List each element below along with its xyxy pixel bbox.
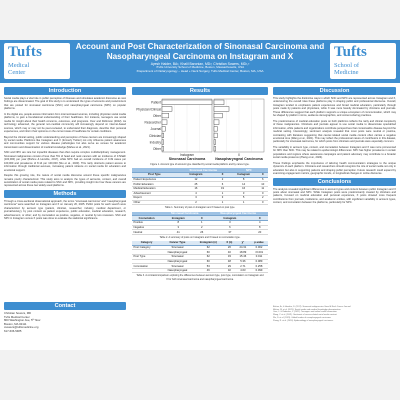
table-cell: 5 — [230, 196, 258, 201]
table-cell: Nasopharyngeal — [161, 259, 194, 264]
table-cell: <0.001 — [250, 250, 268, 255]
table-cell: 40 — [223, 250, 236, 255]
category-label: Researcher — [144, 120, 161, 125]
table-cell: 6 — [208, 225, 251, 230]
bar — [214, 120, 219, 125]
table-cell: 33 — [223, 255, 236, 260]
table-header-cell: Instagram — [177, 172, 215, 177]
introduction-heading: Introduction — [4, 87, 126, 95]
bar — [214, 133, 217, 138]
table-cell: 25 — [177, 182, 215, 187]
reference-item: Zhang, R. et al. (2024). Epidemiology of nasopharyngeal carcinoma. — [273, 319, 334, 322]
table-cell: 2 — [257, 196, 268, 201]
contact-address: 800 Washington Ave, 5ᵗʰ floor — [4, 318, 41, 323]
table-cell: 19 — [215, 186, 230, 191]
table-cell: 4 — [252, 221, 268, 226]
table-header-cell: χ² — [236, 241, 250, 245]
table-header-cell: Category — [132, 241, 161, 245]
table-cell: 1 — [215, 191, 230, 196]
table-header-cell: Instagram — [230, 172, 258, 177]
table-group-header-cell: Sinonasal Carcinoma — [161, 212, 208, 216]
logo-subtitle: Medical Center — [8, 62, 30, 76]
table-cell: Negative — [132, 225, 161, 230]
table-header-cell: p-value — [250, 241, 268, 245]
table-group-header-cell: Sinonasal Carcinoma — [177, 168, 230, 172]
contact-email: csowers@tuftsmedicine.org — [4, 325, 39, 330]
table-cell: 2 — [177, 200, 215, 205]
table-cell: 4 — [177, 191, 215, 196]
table-3 — [132, 241, 268, 273]
category-label: Physician/Clinical — [136, 107, 161, 112]
category-label: Clinician — [148, 133, 161, 138]
table-cell: Neutral — [132, 230, 161, 235]
table-cell: Post Category — [132, 245, 161, 250]
table-cell: 2 — [195, 225, 208, 230]
table-header-cell: X (n) — [223, 241, 236, 245]
table-cell: Public Education — [132, 182, 177, 187]
logo-wordmark: Tufts — [334, 44, 367, 60]
poster-title: Account and Post Characterization of Sinonasal Carcinoma and Nasopharyngeal Carcinoma on Instagram and X — [75, 42, 325, 61]
contact-city: Boston, MA 02111 — [4, 321, 27, 326]
table-cell: 0.099 — [250, 268, 268, 273]
reference-item: Bishnu, A., & Hendrie, S. (2017). Sinonasal malignancies. Head & Neck Cancer Journal. — [273, 306, 352, 308]
table-cell: Advertisement — [132, 191, 177, 196]
table-cell: 48 — [223, 259, 236, 264]
methods-heading: Methods — [4, 190, 126, 198]
reference-item: Over, L. & Robinson, J. (2022). Teenagers and online health information. — [273, 311, 338, 314]
table-header-cell: Connotation — [132, 216, 161, 221]
contact-name: Christian Sowers, MD — [4, 311, 32, 315]
category-label: Other — [153, 113, 161, 118]
paragraph: Social media plays a vital role in public perception of illnesses and stimulates academic discourse as new findings are disseminated. The goal of this study is to understand the types of accounts and posts/content that are posted for sinonasal carcinoma (SNC) and nasopharyngeal carcinoma (NPC) on popular platforms. — [4, 97, 126, 111]
table-3-caption: Table 3. A contrast/comparison exploring the differences between account type, post type, connotation on Instagram and X for both sinonasal carcinoma and nasopharyngeal carcinoma. — [136, 274, 264, 281]
table-cell: 46 — [194, 268, 223, 273]
table-group-header-cell: NPC — [230, 168, 268, 172]
table-cell: 60 — [194, 259, 223, 264]
table-cell: 8 — [161, 221, 195, 226]
contact-heading: Contact — [4, 302, 126, 310]
paragraph: SNC and NPC are rare but impactful diseases that often require complex multidisciplinary management. Sinonasal malignancies consist of less than 5% of head and neck cancers with an incidence of 0.5/lakh (100,000) per year (Bishnu & Hendrie, 2017), while NPC had an overall incidence of 0.49 cases per 100,000 and prevalence of 8.14 per 100,000 (Wu et al., 2023). This rarity obstructs patient access to information through traditional avenues, increasing patient reliance on social media for education and emotional support. — [4, 151, 126, 172]
table-cell: 16 — [230, 186, 258, 191]
group-label: Nasopharyngeal Carcinoma — [215, 157, 263, 161]
paragraph: The analysis revealed significant differences in account types and content between public Instagram and X posts about sinonasal and NPC. While Instagram posts were predominantly created by clinicians and patients, focused on medical education and personal experience, X posts showed more frequent contributions from journals, institutions, and academic entities, with significant variability in account types, content, and connotation between the platforms, particularly for NPC. — [273, 187, 396, 205]
table-cell: 3 — [161, 225, 195, 230]
table-cell: 1 — [215, 200, 230, 205]
category-label: Other — [153, 147, 161, 152]
left-column — [4, 87, 126, 223]
bar — [214, 100, 224, 105]
tufts-medical-center-logo — [4, 43, 70, 79]
table-cell: Medical Education — [132, 186, 177, 191]
paragraph: Beyond the clinical setting, public understanding and perception of these cancers are increasingly shaped by social media. Platforms like Instagram and X (formerly Twitter) not only influence patient awareness and communities support for various disease pathologies but also serve as venues for academic transmission and dissemination of medical knowledge (Maheu et al., 2021). — [4, 135, 126, 149]
table-cell: 8 — [252, 225, 268, 230]
table-cell: 0.011 — [250, 255, 268, 260]
table-row — [132, 268, 268, 273]
table-cell: 14 — [230, 182, 258, 187]
table-header-cell: Cancer Type — [161, 241, 194, 245]
bar — [162, 126, 165, 131]
introduction-text — [4, 97, 126, 188]
bar — [162, 107, 172, 112]
table-cell: 8 — [230, 177, 258, 182]
table-cell: Patient Experience — [132, 177, 177, 182]
table-cell: 26 — [223, 245, 236, 250]
table-cell: 0.258 — [250, 264, 268, 269]
table-2 — [132, 212, 268, 235]
table-1-caption: Table 1. Summary of post on Instagram and X based on post type. — [164, 206, 236, 210]
conclusions-text — [273, 188, 396, 205]
logo-wordmark: Tufts — [8, 44, 43, 60]
bar — [214, 146, 216, 151]
table-cell: 1 — [195, 221, 208, 226]
table-cell: 6 — [257, 177, 268, 182]
methods-text — [4, 200, 126, 221]
bar — [162, 113, 169, 118]
paragraph: The variability in account type, content, and connotation between Instagram and X was more pronounced for NPC than SNC. This may be related to epidemiologic differences: NPC has higher prevalence in certain populations and regions where awareness campaigns and patient advocacy may contribute to a broader social media presence (Zhang et al., 2024). — [273, 145, 396, 160]
bar — [214, 107, 229, 112]
bar — [214, 140, 216, 145]
author-list: Ayesh Haider, BA¹; Khalil Baronian, MD²; Christian Sowers, MD²,³ — [150, 62, 250, 66]
table-cell: 3 — [230, 191, 258, 196]
references — [273, 306, 396, 322]
table-cell: 6 — [215, 182, 230, 187]
account-type-chart — [132, 97, 268, 162]
contact-institution: Tufts Medical Center — [4, 314, 30, 319]
bar — [162, 133, 164, 138]
bar — [214, 126, 217, 131]
table-header-cell: X — [257, 172, 268, 177]
table-cell: 0.002 — [250, 245, 268, 250]
figure-1 — [132, 97, 268, 162]
affiliation: ²Department of Otolaryngology – Head + Neck Surgery, Tufts Medical Center, Boston, MA, USA — [136, 69, 264, 73]
table-cell: 0 — [257, 200, 268, 205]
table-1 — [132, 168, 268, 205]
table-cell: 3 — [208, 221, 251, 226]
table-cell: 41 — [161, 230, 195, 235]
table-cell: 15.46 — [236, 255, 250, 260]
poster — [0, 40, 400, 350]
category-label: Industry — [149, 140, 161, 145]
group-label: Sinonasal Carcinoma — [168, 157, 206, 161]
table-header-cell: X — [215, 172, 230, 177]
paragraph: These findings emphasize the importance of tailoring health communication strategies to the unique dynamics of each platform. Clinicians and researchers should recognize the role of social media not only in education but also in supporting patients and shaping public perception. Future research could expand by examining engagement metrics, geographic trends, or longitudinal changes in online discourse. — [273, 161, 396, 176]
table-cell: Sinonasal — [161, 245, 194, 250]
table-cell: 4.63 — [236, 268, 250, 273]
table-row — [132, 230, 268, 235]
discussion-heading: Discussion — [273, 87, 396, 95]
table-cell: Post Type — [132, 255, 161, 260]
paragraph: This study highlights the distinctive ways in which SNC and NPC are represented across Instagram and X, underscoring the overall roles these platforms play in shaping public and professional discourse. Overall, Instagram tended to emphasize patient experiences and broad medical education, particularly through posts made by patients and physicians, while X was more heavily dominated by clinicians and journals. These differences suggest that each platform supports a unique ecosystem of communication, which may be shaped by platform norms, audience demographics, and content-sharing practices. — [273, 97, 396, 118]
table-cell: 62 — [194, 245, 223, 250]
paragraph: Despite this growing role, the nature of social media discourse around these specific malignancies remains poorly characterized. This study aims to analyze the types of accounts, content, and overall sensitization of social media posts related to SNC and NPC, providing insight into how these cancers are represented across these two widely used platforms. — [4, 174, 126, 188]
table-cell: 37 — [208, 230, 251, 235]
table-cell: 32 — [223, 268, 236, 273]
table-cell: 3 — [177, 196, 215, 201]
bar — [162, 100, 212, 105]
table-cell: 60 — [194, 250, 223, 255]
table-cell: 2.71 — [236, 264, 250, 269]
paragraph: Through a cross-sectional observational approach, the terms "sinonasal carcinoma" and "nasopharyngeal carcinoma" were searched on Instagram and X on January 20, 2025. Public posts for each search were characterized by account type (patient, clinician, researcher, industry, medical department, or journal/society), by post content as patient experience, public education, medical education, research, advertisement, or other; and by connotation as positive, negative, or neutral by two reviewers. SNC and NPC in Instagram versus X posts was done to evaluate the statistical significance. — [4, 199, 126, 221]
category-label: Patient — [151, 100, 161, 105]
table-cell: 11 — [257, 186, 268, 191]
right-column — [273, 87, 396, 207]
middle-column — [132, 87, 268, 283]
table-cell: 24.31 — [236, 245, 250, 250]
bar — [162, 120, 167, 125]
table-cell: Sinonasal — [161, 255, 194, 260]
table-header-cell: Instagram — [161, 216, 195, 221]
table-header-cell: Post Type — [132, 172, 177, 177]
table-cell: 16 — [177, 186, 215, 191]
series-label: X — [237, 153, 241, 157]
tufts-school-of-medicine-logo — [330, 43, 396, 79]
table-header-cell: Instagram — [208, 216, 251, 221]
table-cell: 0 — [257, 191, 268, 196]
table-cell: Nasopharyngeal — [161, 250, 194, 255]
table-cell: 18.89 — [236, 250, 250, 255]
contact-phone: 617-636-5485 — [4, 328, 22, 333]
table-cell: Report — [132, 196, 177, 201]
series-label: Instagram — [179, 153, 195, 157]
table-header-cell: X — [195, 216, 208, 221]
table-2-caption: Table 2. A summary of posts on Instagram and X based on connotation type. — [159, 235, 241, 239]
table-header-cell: X — [252, 216, 268, 221]
logo-subtitle: School of Medicine — [334, 62, 360, 76]
contact-section — [4, 302, 126, 334]
table-cell: Other — [132, 200, 177, 205]
reference-item: Wang, Y. et al. (2021). Sentiment of cancer-related social media content. — [273, 314, 338, 317]
table-cell: 3 — [215, 196, 230, 201]
table-cell: 20 — [252, 230, 268, 235]
bar — [162, 140, 164, 145]
bar — [162, 146, 164, 151]
table-cell: Sinonasal — [161, 264, 194, 269]
table-row — [132, 200, 268, 205]
bar — [214, 113, 222, 118]
paragraph: The predominance of medical education posts on both platforms reflects the rarity and clinical complexity of these malignancies. Clinicians and journals appear to use social media to disseminate specialized information, while patients and organizations contribute perspectives that contextualize disease beyond the medical setting. Interestingly, sentiment analysis revealed that most posts were neutral or positive, contrasting with literature suggesting that cancer-related social media content often carries a negative emotional tone (Wang et al., 2021). This may reflect the professional nature of contributors in this dataset, particularly for sinonasal carcinoma, for which posts from clinicians and journals were especially common. — [273, 119, 396, 144]
table-cell: 26 — [195, 230, 208, 235]
table-cell: Nasopharyngeal — [161, 268, 194, 273]
table-cell: 2 — [215, 177, 230, 182]
discussion-text — [273, 97, 396, 176]
table-cell: 10 — [257, 182, 268, 187]
category-label: Journal — [150, 127, 161, 132]
figure-1-caption: Figure 1. Account type of account type classified by social media platform and by cancer type. — [150, 163, 250, 166]
table-cell — [132, 268, 161, 273]
table-cell: Positive — [132, 221, 161, 226]
reference-item: Wu, S. et al. (2023). Global burden of nasopharyngeal carcinoma. — [273, 316, 332, 319]
affiliation: ¹Tufts University School of Medicine, Boston, Massachusetts, USA — [155, 65, 245, 70]
reference-item: Maheu, M. et al. (2021). Social media and medical knowledge dissemination. — [273, 308, 342, 311]
results-heading: Results — [132, 87, 268, 95]
table-cell: 0.089 — [250, 259, 268, 264]
table-cell: 12 — [177, 177, 215, 182]
table-cell: 53 — [194, 264, 223, 269]
table-cell: 1 — [230, 200, 258, 205]
table-cell: 29 — [223, 264, 236, 269]
conclusions-heading: Conclusions — [273, 178, 396, 186]
paragraph: In the digital era, people access information from internet-based sources, including physician social media platforms, to gain a foundational understanding of their healthcare. For instance, teenagers use social media for insight about their health concerns, outcomes, and prognosis. Over and Robinson (2022). As technology advanced, the general non-medical community will increasingly depend on internet-based sources, which may or may not be peer-reviewed, to understand their diagnosis, describe their personal experiences, and inform their opinions on the current state of healthcare for certain conditions. — [4, 112, 126, 134]
table-group-header-cell: Nasopharyngeal Carcinoma — [208, 212, 268, 216]
poster-header — [0, 40, 400, 83]
title-block — [74, 42, 326, 74]
table-header-cell: Instagram (n) — [194, 241, 223, 245]
table-cell: Connotation — [132, 264, 161, 269]
table-cell: 5.36 — [236, 259, 250, 264]
table-cell: 62 — [194, 255, 223, 260]
